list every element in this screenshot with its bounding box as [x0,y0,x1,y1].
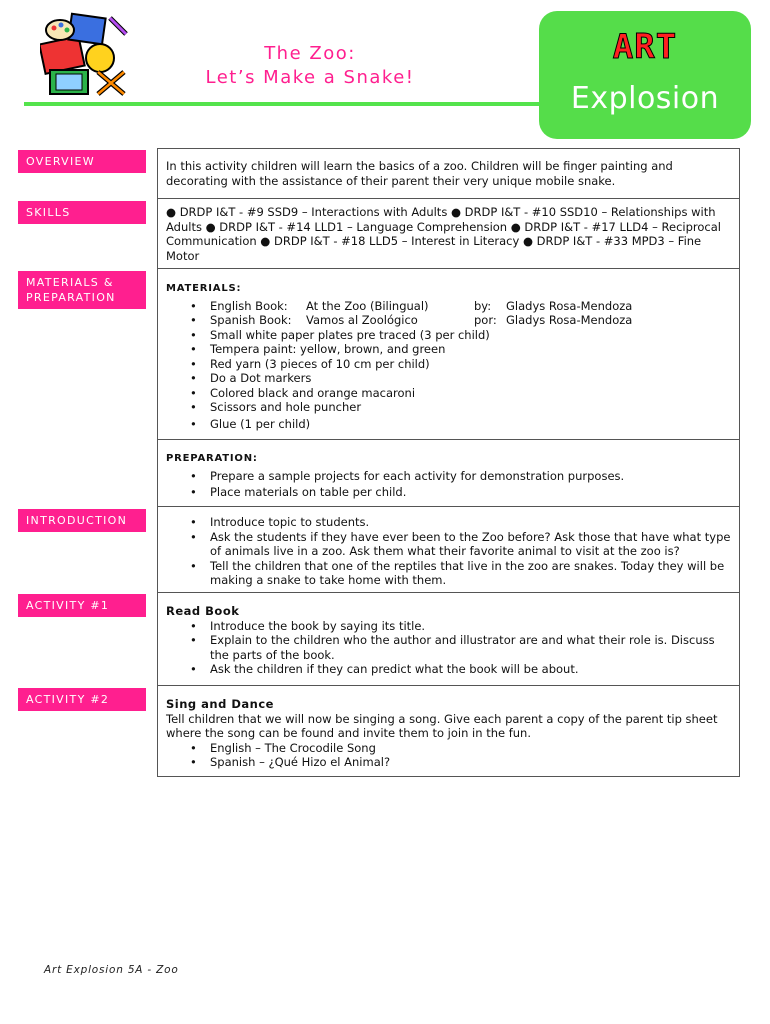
label-materials [18,271,146,309]
label-overview: OVERVIEW [18,150,146,173]
activity-1-heading: Read Book [166,604,240,618]
list-item: • Introduce the book by saying its title. [166,619,731,634]
list-item: • Explain to the children who the author and illustrator are and what their role is. Discuss the parts of the book. [166,633,731,662]
page-footer: Art Explosion 5A - Zoo [44,964,179,976]
book-author: Gladys Rosa-Mendoza [506,313,633,327]
book-author: Gladys Rosa-Mendoza [506,298,633,313]
list-item: • Ask the children if they can predict what the book will be about. [166,662,731,677]
preparation-heading: PREPARATION: [166,453,258,464]
page-title [170,42,450,90]
list-item: • Spanish – ¿Qué Hizo el Animal? [166,755,731,770]
overview-panel [157,148,740,198]
list-item: • English – The Crocodile Song [166,741,731,756]
art-supplies-logo [40,12,130,98]
title-line-1: The Zoo: [264,43,356,64]
book-by: por: [474,313,497,327]
book-row [166,299,731,314]
logo-art-text: ART [612,27,678,67]
list-item: • Scissors and hole puncher [166,400,731,415]
materials-heading: MATERIALS: [166,283,242,294]
list-item: • Introduce topic to students. [166,515,731,530]
list-item: • Small white paper plates pre traced (3 per child) [166,328,731,343]
list-item: • Prepare a sample projects for each activity for demonstration purposes. [166,469,731,484]
label-activity-2: ACTIVITY #2 [18,688,146,711]
book-title: At the Zoo (Bilingual) [306,298,429,313]
book-by: by: [474,298,492,313]
list-item: • Colored black and orange macaroni [166,386,731,401]
overview-text: In this activity children will learn the basics of a zoo. Children will be finger painting and decorating with the assistance of their parent their very unique mobile snake. [166,159,673,188]
book-title: Vamos al Zoológico [306,313,418,327]
title-line-2: Let’s Make a Snake! [205,67,415,88]
materials-panel [157,268,740,439]
art-explosion-logo [539,11,751,139]
list-item: • Ask the students if they have ever been to the Zoo before? Ask those that have what type of animals live in a zoo. Ask them what their favorite animal to visit at the zoo is? [166,530,731,559]
label-skills: SKILLS [18,201,146,224]
activity-1-panel [157,592,740,685]
logo-explosion-text: Explosion [570,81,720,116]
book-row [166,313,731,328]
list-item: • Tempera paint: yellow, brown, and green [166,342,731,357]
header-divider [24,102,584,106]
activity-2-intro: Tell children that we will now be singing a song. Give each parent a copy of the parent tip sheet where the song can be found and invite them to join in the fun. [166,711,718,740]
list-item: • Red yarn (3 pieces of 10 cm per child) [166,357,731,372]
book-kind: English Book: [210,298,288,313]
label-materials-line2: PREPARATION [26,291,116,304]
preparation-panel [157,439,740,506]
activity-2-panel [157,685,740,777]
list-item: • Glue (1 per child) [166,417,731,432]
list-item: • Place materials on table per child. [166,485,731,500]
list-item: • Do a Dot markers [166,371,731,386]
introduction-panel [157,506,740,592]
skills-text: ● DRDP I&T - #9 SSD9 – Interactions with Adults ● DRDP I&T - #10 SSD10 – Relationships with Adults ● DRDP I&T - #14 LLD1 – Language Comprehension ● DRDP I&T - #17 LLD4 – Reciprocal Communication ● DRDP I&T - #18 LLD5 – Interest in Literacy ● DRDP I&T - #33 MPD3 – Fine Motor [166,205,721,263]
label-introduction: INTRODUCTION [18,509,146,532]
book-kind: Spanish Book: [210,313,292,327]
list-item: • Tell the children that one of the reptiles that live in the zoo are snakes. Today they will be making a snake to take home with them. [166,559,731,588]
skills-panel [157,198,740,268]
label-materials-line1: MATERIALS & [26,276,114,289]
activity-2-heading: Sing and Dance [166,697,274,711]
label-activity-1: ACTIVITY #1 [18,594,146,617]
